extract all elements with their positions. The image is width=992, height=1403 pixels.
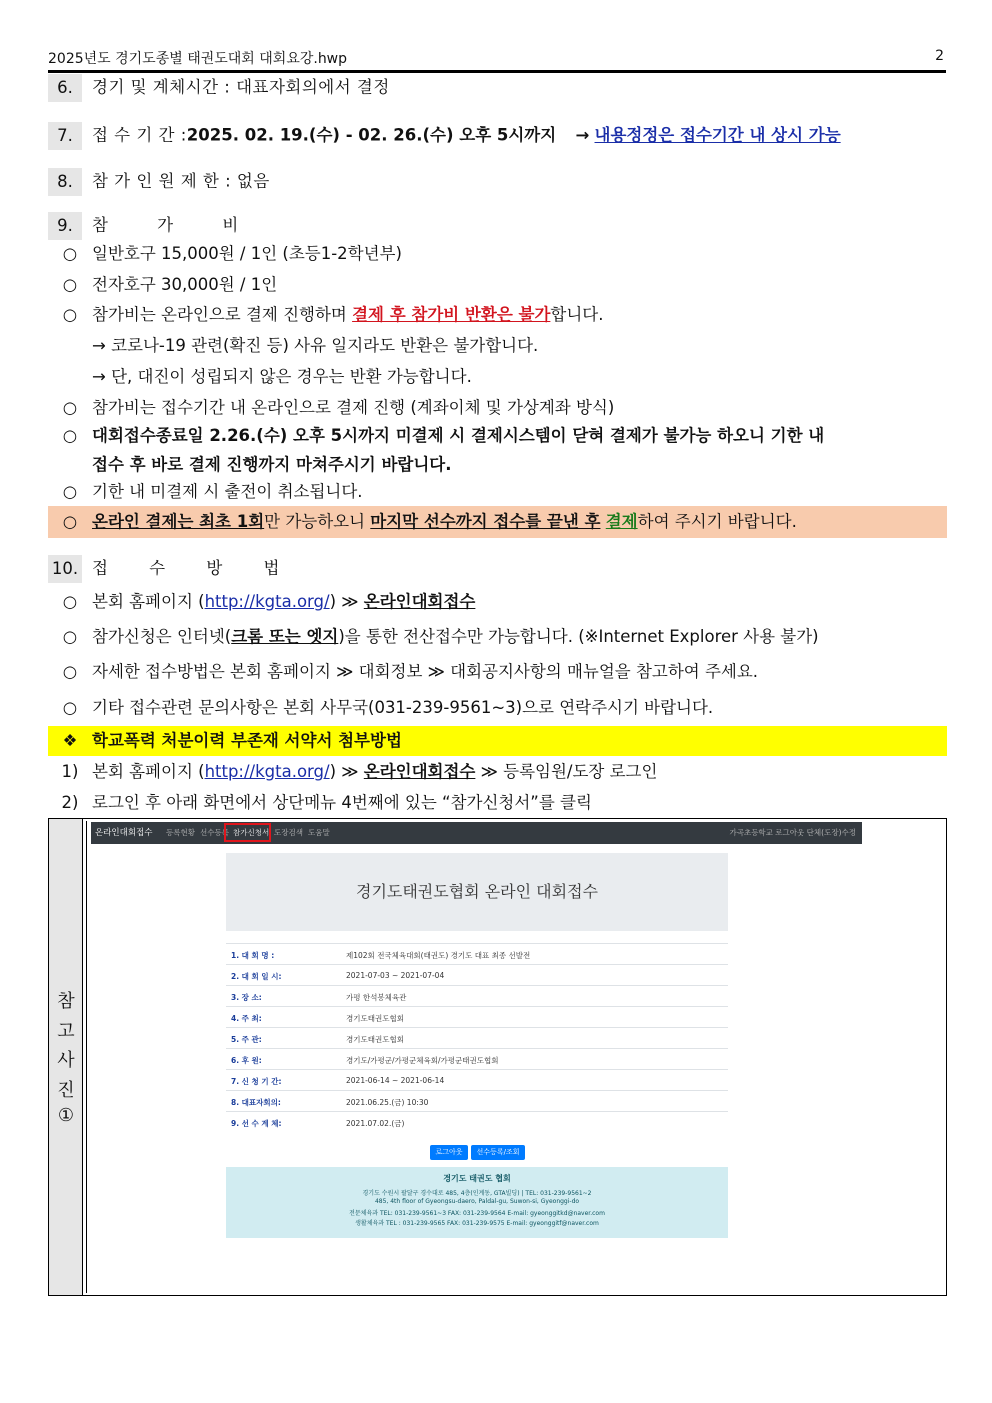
section-label: 접 수 방 법	[92, 558, 298, 578]
nav-item-help[interactable]: 도움말	[308, 828, 330, 837]
section-7	[48, 122, 946, 150]
homepage-link[interactable]: http://kgta.org/	[204, 592, 330, 611]
section-10	[48, 555, 946, 583]
attachment-step-1: 1) 본회 홈페이지 (http://kgta.org/) ≫ 온라인대회접수 ≫ 등록임원/도장 로그인	[61, 762, 658, 781]
info-row: 1. 대 회 명 : 제102회 전국체육대회(태권도) 경기도 대표 최종 선발전	[226, 943, 728, 964]
nav-item-status[interactable]: 등록현황	[166, 828, 195, 837]
logout-button[interactable]: 로그아웃	[430, 1145, 468, 1160]
screenshot-jumbotron	[226, 853, 728, 931]
header-rule	[48, 70, 946, 73]
footer-address-en: 485, 4th floor of Gyeongsu-daero, Paldal-gu, Suwon-si, Gyeonggi-do	[374, 1198, 580, 1205]
screenshot-navbar	[91, 822, 862, 844]
correction-note: 내용정정은 접수기간 내 상시 가능	[594, 125, 841, 145]
section-label: 참 가 인 원 제 한 : 없음	[92, 171, 270, 191]
footer-address: 경기도 수원시 팔달구 경수대로 485, 4층(인계동, GTA빌딩) | TEL: 031-239-9561~2	[362, 1190, 592, 1197]
nav-item-dojang-search[interactable]: 도장검색	[274, 828, 303, 837]
payment-once-notice: ○ 온라인 결제는 최초 1회만 가능하오니 마지막 선수까지 접수를 끝낸 후 결제하여 주시기 바랍니다.	[48, 506, 947, 538]
jumbotron-title: 경기도태권도협회 온라인 대회접수	[355, 882, 598, 901]
arrow: →	[575, 125, 590, 145]
method-homepage: ○ 본회 홈페이지 (http://kgta.org/) ≫ 온라인대회접수	[62, 592, 476, 611]
fee-regular: ○ 일반호구 15,000원 / 1인 (초등1-2학년부)	[62, 244, 402, 263]
info-row: 4. 주 최: 경기도태권도협회	[226, 1006, 728, 1027]
footer-contact-pro: 전문체육과 TEL: 031-239-9561~3 FAX: 031-239-9564 E-mail: gyeonggitkd@naver.com	[349, 1210, 605, 1217]
payment-method: ○ 참가비는 접수기간 내 온라인으로 결제 진행 (계좌이체 및 가상계좌 방식)	[62, 398, 615, 417]
registration-dates: 2025. 02. 19.(수) - 02. 26.(수) 오후 5시까지	[186, 125, 557, 145]
attachment-step-2: 2) 로그인 후 아래 화면에서 상단메뉴 4번째에 있는 “참가신청서”를 클릭	[61, 793, 592, 812]
method-manual: ○ 자세한 접수방법은 본회 홈페이지 ≫ 대회정보 ≫ 대회공지사항의 매뉴얼을 참고하여 주세요.	[62, 662, 759, 681]
info-row: 2. 대 회 일 시: 2021-07-03 ~ 2021-07-04	[226, 964, 728, 985]
page-number: 2	[935, 48, 944, 64]
section-6	[48, 74, 946, 102]
info-row: 5. 주 관: 경기도태권도협회	[226, 1027, 728, 1048]
footer-title: 경기도 태권도 협회	[443, 1174, 511, 1183]
section-label: 경기 및 계체시간 : 대표자회의에서 결정	[92, 77, 390, 97]
nav-brand[interactable]: 온라인대회접수	[95, 828, 153, 838]
refund-policy: ○ 참가비는 온라인으로 결제 진행하며 결제 후 참가비 반환은 불가합니다.	[62, 305, 604, 324]
nav-item-player-register[interactable]: 선수등록	[200, 828, 229, 837]
homepage-link[interactable]: http://kgta.org/	[204, 762, 330, 781]
document-title: 2025년도 경기도종별 태권도대회 대회요강.hwp	[48, 51, 348, 67]
method-inquiry: ○ 기타 접수관련 문의사항은 본회 사무국(031-239-9561~3)으로 연락주시기 바랍니다.	[62, 698, 714, 717]
highlight-box	[224, 823, 271, 842]
info-row: 6. 후 원: 경기도/가평군/가평군체육회/가평군태권도협회	[226, 1048, 728, 1069]
attachment-heading: ❖ 학교폭력 처분이력 부존재 서약서 첨부방법	[48, 726, 947, 756]
section-9	[48, 212, 946, 240]
section-label: 참 가 비	[92, 215, 261, 235]
info-row: 8. 대표자회의: 2021.06.25.(금) 10:30	[226, 1090, 728, 1111]
section-number: 6.	[48, 74, 82, 102]
section-number: 7.	[48, 122, 82, 150]
method-browser: ○ 참가신청은 인터넷(크롬 또는 엣지)을 통한 전산접수만 가능합니다. (※Internet Explorer 사용 불가)	[62, 627, 819, 646]
document-header	[48, 46, 946, 72]
photo-label: 참 고 사 진 ①	[49, 819, 83, 1295]
section-label: 접 수 기 간 :	[92, 125, 187, 145]
no-refund-emphasis: 결제 후 참가비 반환은 불가	[352, 305, 551, 324]
diamond-icon: ❖	[62, 731, 78, 750]
fee-electronic: ○ 전자호구 30,000원 / 1인	[62, 275, 278, 294]
nav-user-area[interactable]: 가곡초등학교 로그아웃 단체(도장)수정	[729, 828, 856, 837]
info-row: 7. 신 청 기 간: 2021-06-14 ~ 2021-06-14	[226, 1069, 728, 1090]
refund-sub-1: → 코로나-19 관련(확진 등) 사유 일지라도 반환은 불가합니다.	[92, 336, 539, 355]
association-footer	[226, 1167, 728, 1238]
footer-contact-life: 생활체육과 TEL : 031-239-9565 FAX: 031-239-9575 E-mail: gyeonggitf@naver.com	[355, 1220, 599, 1227]
refund-sub-2: → 단, 대진이 성립되지 않은 경우는 반환 가능합니다.	[92, 367, 472, 386]
info-row: 9. 선 수 계 체: 2021.07.02.(금)	[226, 1111, 728, 1132]
section-number: 9.	[48, 212, 82, 240]
section-number: 10.	[48, 555, 82, 583]
payment-deadline: ○ 대회접수종료일 2.26.(수) 오후 5시까지 미결제 시 결제시스템이 닫혀 결제가 불가능 하오니 기한 내	[62, 426, 825, 445]
info-row: 3. 장 소: 가평 한석봉체육관	[226, 985, 728, 1006]
player-register-button[interactable]: 선수등록/조회	[471, 1145, 525, 1160]
cancel-notice: ○ 기한 내 미결제 시 출전이 취소됩니다.	[62, 482, 363, 501]
nav-item-application[interactable]: 참가신청서	[233, 828, 270, 837]
payment-deadline-cont: 접수 후 바로 결제 진행까지 마쳐주시기 바랍니다.	[92, 455, 452, 474]
section-8	[48, 168, 946, 196]
section-number: 8.	[48, 168, 82, 196]
